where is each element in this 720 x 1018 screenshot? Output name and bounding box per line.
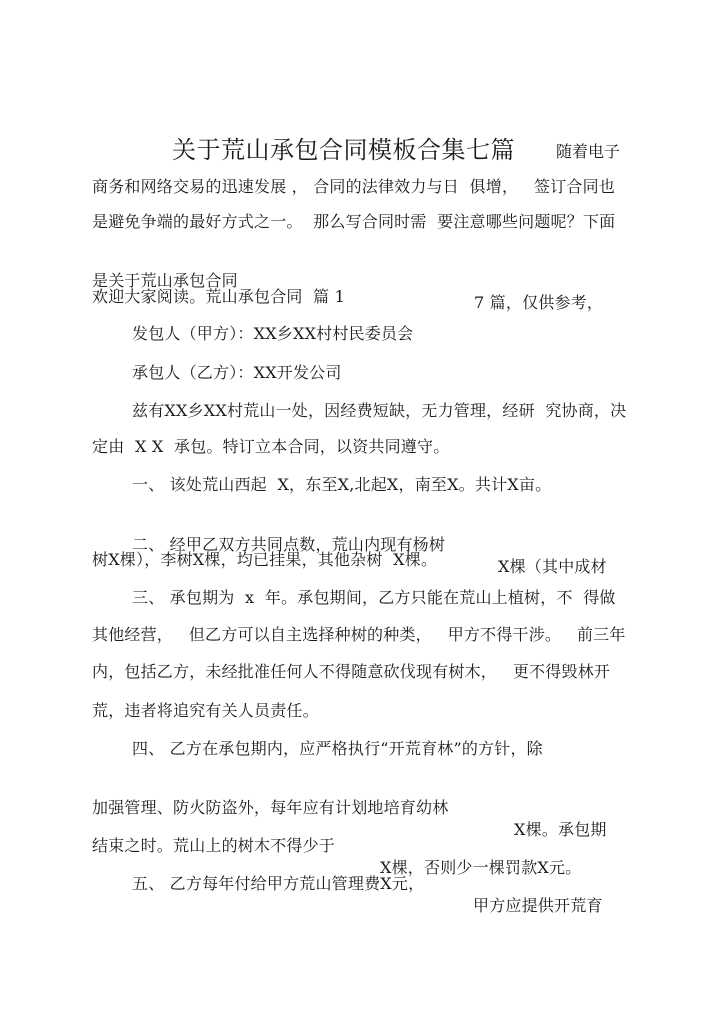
party-b-line: 承包人（乙方）：XX开发公司 [132, 363, 342, 382]
line-segment: 二、 经甲乙双方共同点数，荒山内现有杨树 [132, 535, 446, 554]
line-segment: X棵（其中成材 [498, 557, 607, 576]
line-segment: X棵，否则少一棵罚款X元。 [380, 858, 582, 877]
paragraph-line: 定由 X X 承包。特订立本合同，以资共同遵守。 [92, 437, 450, 456]
paragraph-line: 兹有XX乡XX村荒山一处，因经费短缺，无力管理，经研 究协商，决 [132, 401, 627, 420]
line-segment: 甲方应提供开荒育 [473, 896, 603, 915]
paragraph-line: 内，包括乙方，未经批准任何人不得随意砍伐现有树木， 更不得毁林开 [92, 662, 611, 681]
paragraph-line: 其他经营， 但乙方可以自主选择种树的种类， 甲方不得干涉。 前三年 [92, 625, 626, 644]
party-a-line: 发包人（甲方）：XX乡XX村村民委员会 [132, 324, 414, 343]
title-tail-text: 随着电子 [556, 142, 621, 161]
line-segment: X棵。承包期 [514, 820, 607, 839]
paragraph-line: 树X棵），李树X棵，均已挂果，其他杂树 X棵。 [92, 550, 438, 569]
line-segment: 结束之时。荒山上的树木不得少于 [92, 836, 336, 855]
line-segment: 五、 乙方每年付给甲方荒山管理费X元， [132, 874, 425, 893]
paragraph-line: 欢迎大家阅读。荒山承包合同 篇 1 [92, 287, 346, 306]
clause-4-line: 四、 乙方在承包期内，应严格执行“开荒育林”的方针，除 [132, 739, 543, 758]
line-segment: 加强管理、防火防盗外，每年应有计划地培育幼林 [92, 798, 449, 817]
line-segment: 是关于荒山承包合同 [92, 271, 238, 290]
line-segment: 7 篇，仅供参考， [474, 293, 604, 312]
paragraph-line: 是避免争端的最好方式之一。 那么写合同时需 要注意哪些问题呢？下面 [92, 212, 616, 231]
clause-1-line: 一、 该处荒山西起 X，东至X,北起X，南至X。共计X亩。 [132, 475, 552, 494]
clause-3-line: 三、 承包期为 x 年。承包期间，乙方只能在荒山上植树，不 得做 [132, 588, 616, 607]
paragraph-line: 荒，违者将追究有关人员责任。 [92, 701, 319, 720]
clause-5-line [132, 851, 672, 939]
paragraph-line: 商务和网络交易的迅速发展 ， 合同的法律效力与日 俱增， 签订合同也 [92, 177, 616, 196]
document-title: 关于荒山承包合同模板合集七篇 [172, 136, 515, 164]
